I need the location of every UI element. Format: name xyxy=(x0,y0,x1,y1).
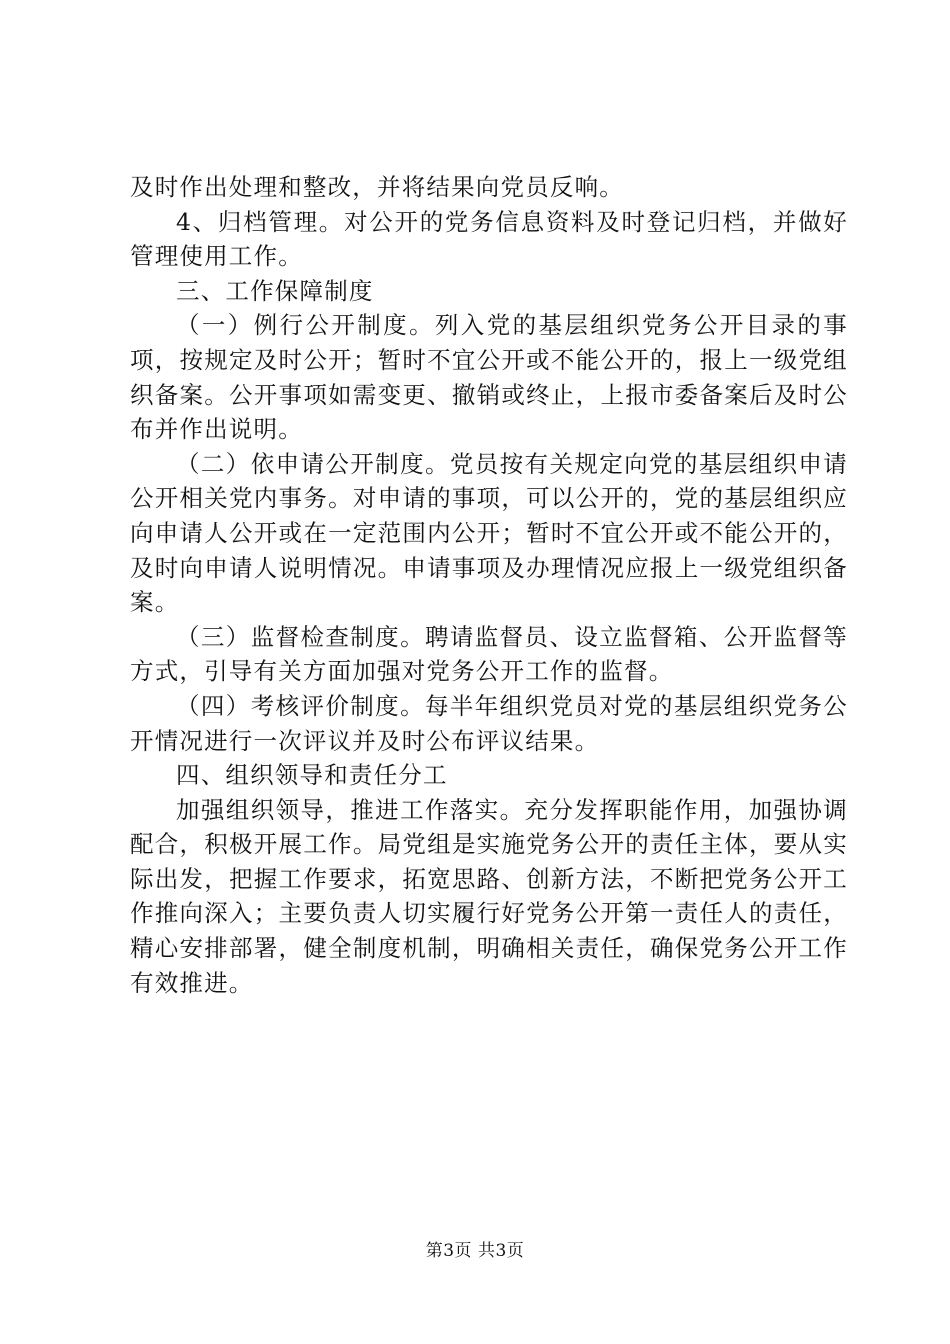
paragraph-leadership-responsibility: 加强组织领导，推进工作落实。充分发挥职能作用，加强协调配合，积极开展工作。局党组是实施党务公开的责任主体，要从实际出发，把握工作要求，拓宽思路、创新方法，不断把党务公开工作推向深入；主要负责人切实履行好党务公开第一责任人的责任，精心安排部署，健全制度机制，明确相关责任，确保党务公开工作有效推进。 xyxy=(130,795,848,997)
page-number-footer: 第3页 共3页 xyxy=(425,1241,525,1261)
document-body xyxy=(130,170,848,1000)
section-heading-leadership: 四、组织领导和责任分工 xyxy=(176,761,448,790)
paragraph-routine-disclosure: （一）例行公开制度。列入党的基层组织党务公开目录的事项，按规定及时公开；暂时不宜公开或不能公开的，报上一级党组织备案。公开事项如需变更、撤销或终止，上报市委备案后及时公布并作出说明。 xyxy=(130,311,848,444)
section-heading-guarantee-system: 三、工作保障制度 xyxy=(176,276,374,305)
paragraph-assessment-evaluation: （四）考核评价制度。每半年组织党员对党的基层组织党务公开情况进行一次评议并及时公布评议结果。 xyxy=(130,691,848,755)
paragraph-supervision-inspection: （三）监督检查制度。聘请监督员、设立监督箱、公开监督等方式，引导有关方面加强对党务公开工作的监督。 xyxy=(130,622,848,686)
paragraph-continuation: 及时作出处理和整改，并将结果向党员反响。 xyxy=(130,173,624,201)
paragraph-archive-management: 4、归档管理。对公开的党务信息资料及时登记归档，并做好管理使用工作。 xyxy=(130,207,848,271)
paragraph-disclosure-on-request: （二）依申请公开制度。党员按有关规定向党的基层组织申请公开相关党内事务。对申请的事项，可以公开的，党的基层组织应向申请人公开或在一定范围内公开；暂时不宜公开或不能公开的，及时向申请人说明情况。申请事项及办理情况应报上一级党组织备案。 xyxy=(130,449,848,617)
